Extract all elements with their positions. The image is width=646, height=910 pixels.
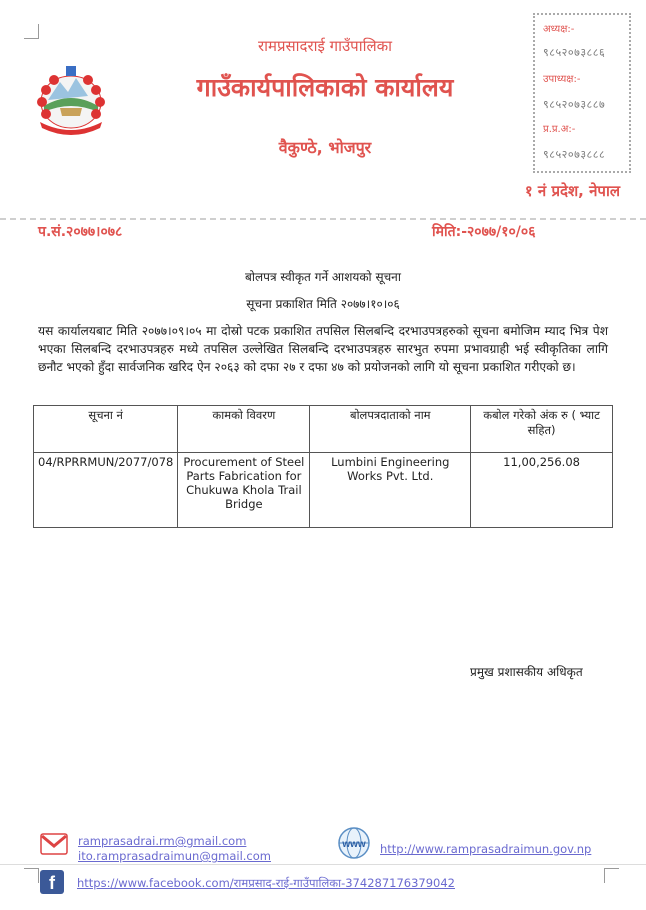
contact-label-chair: अध्यक्ष:-	[543, 24, 575, 35]
contact-number-cao: ९८५२०७३८८८	[543, 148, 606, 161]
notice-published-date: सूचना प्रकाशित मिति २०७७।१०।०६	[246, 297, 400, 311]
notice-body: यस कार्यालयबाट मिति २०७७।०९।०५ मा दोस्रो पटक प्रकाशित तपसिल सिलबन्दि दरभाउपत्रहरुको सूचना बमोजिम म्याद भित्र पेश भएका सिलबन्दि दरभाउपत्रहरु मध्ये तपसिल उल्लेखित सिलबन्दि दरभाउपत्रहरु सारभुत रुपमा प्रभावग्राही भई स्वीकृतिका लागि छनौट भएको हुँदा सार्वजनिक खरिद ऐन २०६३ को दफा २७ र दफा ४७ को प्रयोजनको लागि यो सूचना प्रकाशित गरीएको छ।	[38, 324, 608, 374]
contact-box	[533, 13, 631, 173]
header-divider	[0, 218, 646, 220]
contact-label-cao: प्र.प्र.अ:-	[543, 124, 576, 135]
office-place: वैकुण्ठे, भोजपुर	[278, 138, 372, 157]
col-header-notice-no: सूचना नं	[34, 406, 178, 453]
footer-divider	[0, 864, 646, 865]
reference-number: प.सं.२०७७।०७८	[38, 224, 123, 240]
cell-bid-amount: 11,00,256.08	[471, 453, 613, 528]
cell-work-description: Procurement of Steel Parts Fabrication for Chukuwa Khola Trail Bridge	[178, 453, 310, 528]
website-link[interactable]: http://www.ramprasadraimun.gov.np	[380, 842, 592, 856]
nepal-emblem-icon	[30, 60, 112, 138]
table-header-row	[34, 406, 613, 453]
cell-notice-no: 04/RPRRMUN/2077/078	[34, 453, 178, 528]
notice-title: बोलपत्र स्वीकृत गर्ने आशयको सूचना	[245, 270, 401, 284]
cell-bidder-name: Lumbini Engineering Works Pvt. Ltd.	[310, 453, 471, 528]
issue-date: मिति:-२०७७/१०/०६	[432, 224, 536, 240]
corner-mark-bottom-left	[24, 868, 39, 883]
gmail-icon	[40, 832, 68, 856]
email-link-2[interactable]: ito.ramprasadraimun@gmail.com	[78, 849, 271, 863]
municipality-name: रामप्रसादराई गाउँपालिका	[257, 37, 393, 55]
col-header-bidder-name: बोलपत्रदाताको नाम	[310, 406, 471, 453]
facebook-link[interactable]: https://www.facebook.com/रामप्रसाद-राई-गाउँपालिका-374287176379042	[77, 876, 455, 890]
col-header-work-description: कामको विवरण	[178, 406, 310, 453]
col-header-bid-amount: कबोल गरेको अंक रु ( भ्याट सहित)	[471, 406, 613, 453]
facebook-icon: f	[40, 870, 64, 894]
award-table	[33, 405, 613, 528]
office-title: गाउँकार्यपालिकाको कार्यालय	[196, 73, 454, 102]
globe-www-icon	[336, 826, 372, 860]
corner-mark-bottom-right	[604, 868, 619, 883]
contact-label-vice-chair: उपाध्यक्ष:-	[543, 74, 581, 85]
www-icon-text: www	[342, 839, 366, 850]
contact-number-vice-chair: ९८५२०७३८८७	[543, 98, 606, 111]
province-label: १ नं प्रदेश, नेपाल	[524, 182, 620, 200]
signatory-title: प्रमुख प्रशासकीय अधिकृत	[470, 665, 583, 679]
corner-mark-top-left	[24, 24, 39, 39]
contact-number-chair: ९८५२०७३८८६	[543, 46, 606, 59]
table-row	[34, 453, 613, 528]
email-link-1[interactable]: ramprasadrai.rm@gmail.com	[78, 834, 247, 848]
